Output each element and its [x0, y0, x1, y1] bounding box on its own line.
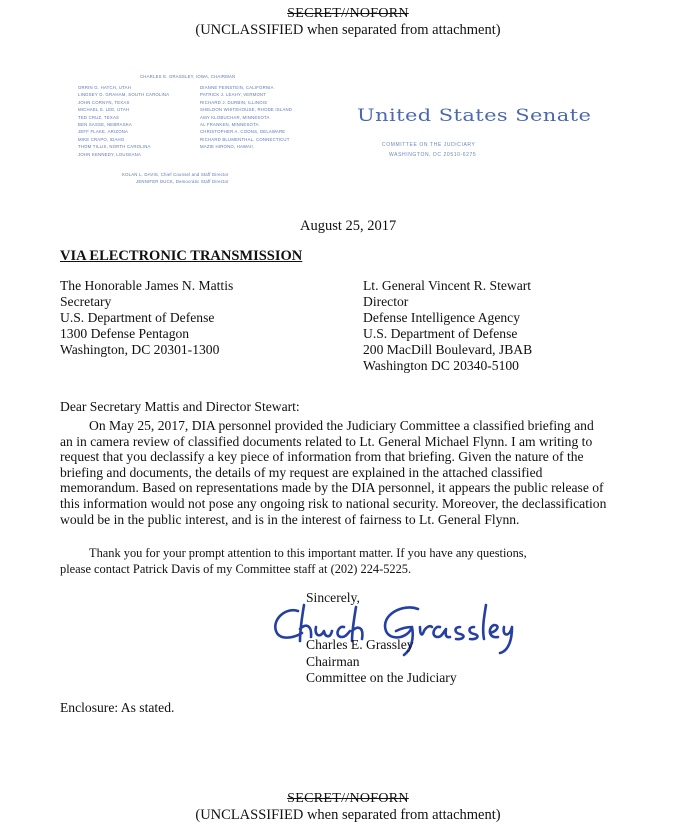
- member-name: AL FRANKEN, MINNESOTA: [200, 122, 259, 128]
- address-line: Washington DC 20340-5100: [363, 358, 519, 373]
- address-line: The Honorable James N. Mattis: [60, 278, 234, 293]
- address-line: U.S. Department of Defense: [363, 326, 518, 341]
- committee-name: COMMITTEE ON THE JUDICIARY: [382, 142, 476, 148]
- classification-marking: SECRET//NOFORN: [287, 791, 409, 806]
- recipient-right: [363, 278, 532, 374]
- member-name: AMY KLOBUCHAR, MINNESOTA: [200, 114, 270, 120]
- signer-name: Charles E. Grassley: [306, 637, 414, 652]
- letterhead-members-right: [200, 84, 292, 151]
- classification-note: (UNCLASSIFIED when separated from attachment): [195, 22, 501, 38]
- member-name: ORRIN G. HATCH, UTAH: [78, 85, 132, 90]
- thanks-line: please contact Patrick Davis of my Committee staff at (202) 224-5225.: [60, 561, 412, 576]
- body-line: would be in the public interest, and is in the interest of fairness to Lt. General Flynn.: [60, 511, 520, 527]
- address-line: Director: [363, 294, 409, 309]
- staff-line: JENNIFER DUCK, Democratic Staff Director: [136, 179, 229, 185]
- enclosure-note: Enclosure: As stated.: [60, 700, 175, 715]
- address-line: 1300 Defense Pentagon: [60, 326, 190, 341]
- staff-line: KOLAN L. DAVIS, Chief Counsel and Staff Director: [122, 172, 229, 177]
- letterhead-members-left: [78, 84, 169, 158]
- body-line: request that you declassify a key piece of information from that briefing. Given the nature of the: [60, 449, 584, 465]
- thanks-paragraph: [60, 546, 660, 577]
- senate-title: United States Senate: [357, 106, 592, 125]
- member-name: JOHN CORNYN, TEXAS: [78, 99, 130, 105]
- member-name: CHRISTOPHER A. COONS, DELAWARE: [200, 129, 286, 135]
- member-name: SHELDON WHITEHOUSE, RHODE ISLAND: [200, 107, 293, 113]
- member-name: RICHARD J. DURBIN, ILLINOIS: [200, 99, 268, 105]
- member-name: MAZIE HIRONO, HAWAII: [200, 144, 253, 150]
- body-line: On May 25, 2017, DIA personnel provided the Judiciary Committee a classified briefing and: [89, 418, 594, 433]
- member-name: THOM TILLIS, NORTH CAROLINA: [78, 144, 151, 150]
- address-line: Secretary: [60, 294, 112, 309]
- via-line: VIA ELECTRONIC TRANSMISSION: [60, 248, 303, 264]
- member-name: RICHARD BLUMENTHAL, CONNECTICUT: [200, 136, 290, 142]
- body-line: this information would not pose any ongoing risk to national security. Moreover, the declassification: [60, 495, 607, 511]
- address-line: 200 MacDill Boulevard, JBAB: [363, 342, 533, 357]
- address-line: Washington, DC 20301-1300: [60, 342, 220, 357]
- classification-note: (UNCLASSIFIED when separated from attachment): [195, 807, 501, 823]
- salutation: Dear Secretary Mattis and Director Stewart:: [60, 399, 300, 414]
- letterhead-staff: [122, 171, 229, 186]
- recipient-left: [60, 278, 233, 358]
- classification-header: [0, 6, 696, 39]
- letter-date: August 25, 2017: [300, 218, 397, 234]
- body-line: memorandum. Based on representations made by the DIA personnel, it appears the public release of: [60, 480, 604, 496]
- thanks-line: Thank you for your prompt attention to this important matter. If you have any questions,: [89, 546, 527, 560]
- member-name: JEFF FLAKE, ARIZONA: [78, 129, 129, 135]
- member-name: MICHAEL S. LEE, UTAH: [78, 107, 130, 113]
- address-line: U.S. Department of Defense: [60, 310, 215, 325]
- classification-footer: [0, 791, 696, 824]
- member-name: MIKE CRAPO, IDAHO: [78, 136, 125, 142]
- body-line: briefing and documents, the details of my request are explained in the attached classified: [60, 464, 543, 480]
- member-name: PATRICK J. LEAHY, VERMONT: [200, 92, 267, 98]
- member-name: BEN SASSE, NEBRASKA: [78, 122, 132, 128]
- member-name: LINDSEY O. GRAHAM, SOUTH CAROLINA: [78, 92, 170, 98]
- address-line: Lt. General Vincent R. Stewart: [363, 278, 532, 293]
- member-name: TED CRUZ, TEXAS: [78, 114, 120, 120]
- letterhead-members-title: CHARLES E. GRASSLEY, IOWA, CHAIRMAN: [140, 74, 236, 79]
- classification-marking: SECRET//NOFORN: [287, 6, 409, 21]
- signer-committee: Committee on the Judiciary: [306, 670, 457, 685]
- closing: Sincerely,: [306, 590, 360, 605]
- body-line: an in camera review of classified documents related to Lt. General Michael Flynn. I am writing to: [60, 433, 593, 449]
- committee-city: WASHINGTON, DC 20510-6275: [389, 152, 477, 158]
- body-paragraph: [60, 418, 660, 527]
- signer-title: Chairman: [306, 654, 360, 669]
- address-line: Defense Intelligence Agency: [363, 310, 521, 325]
- member-name: DIANNE FEINSTEIN, CALIFORNIA: [200, 85, 274, 90]
- member-name: JOHN KENNEDY, LOUISIANA: [78, 151, 142, 157]
